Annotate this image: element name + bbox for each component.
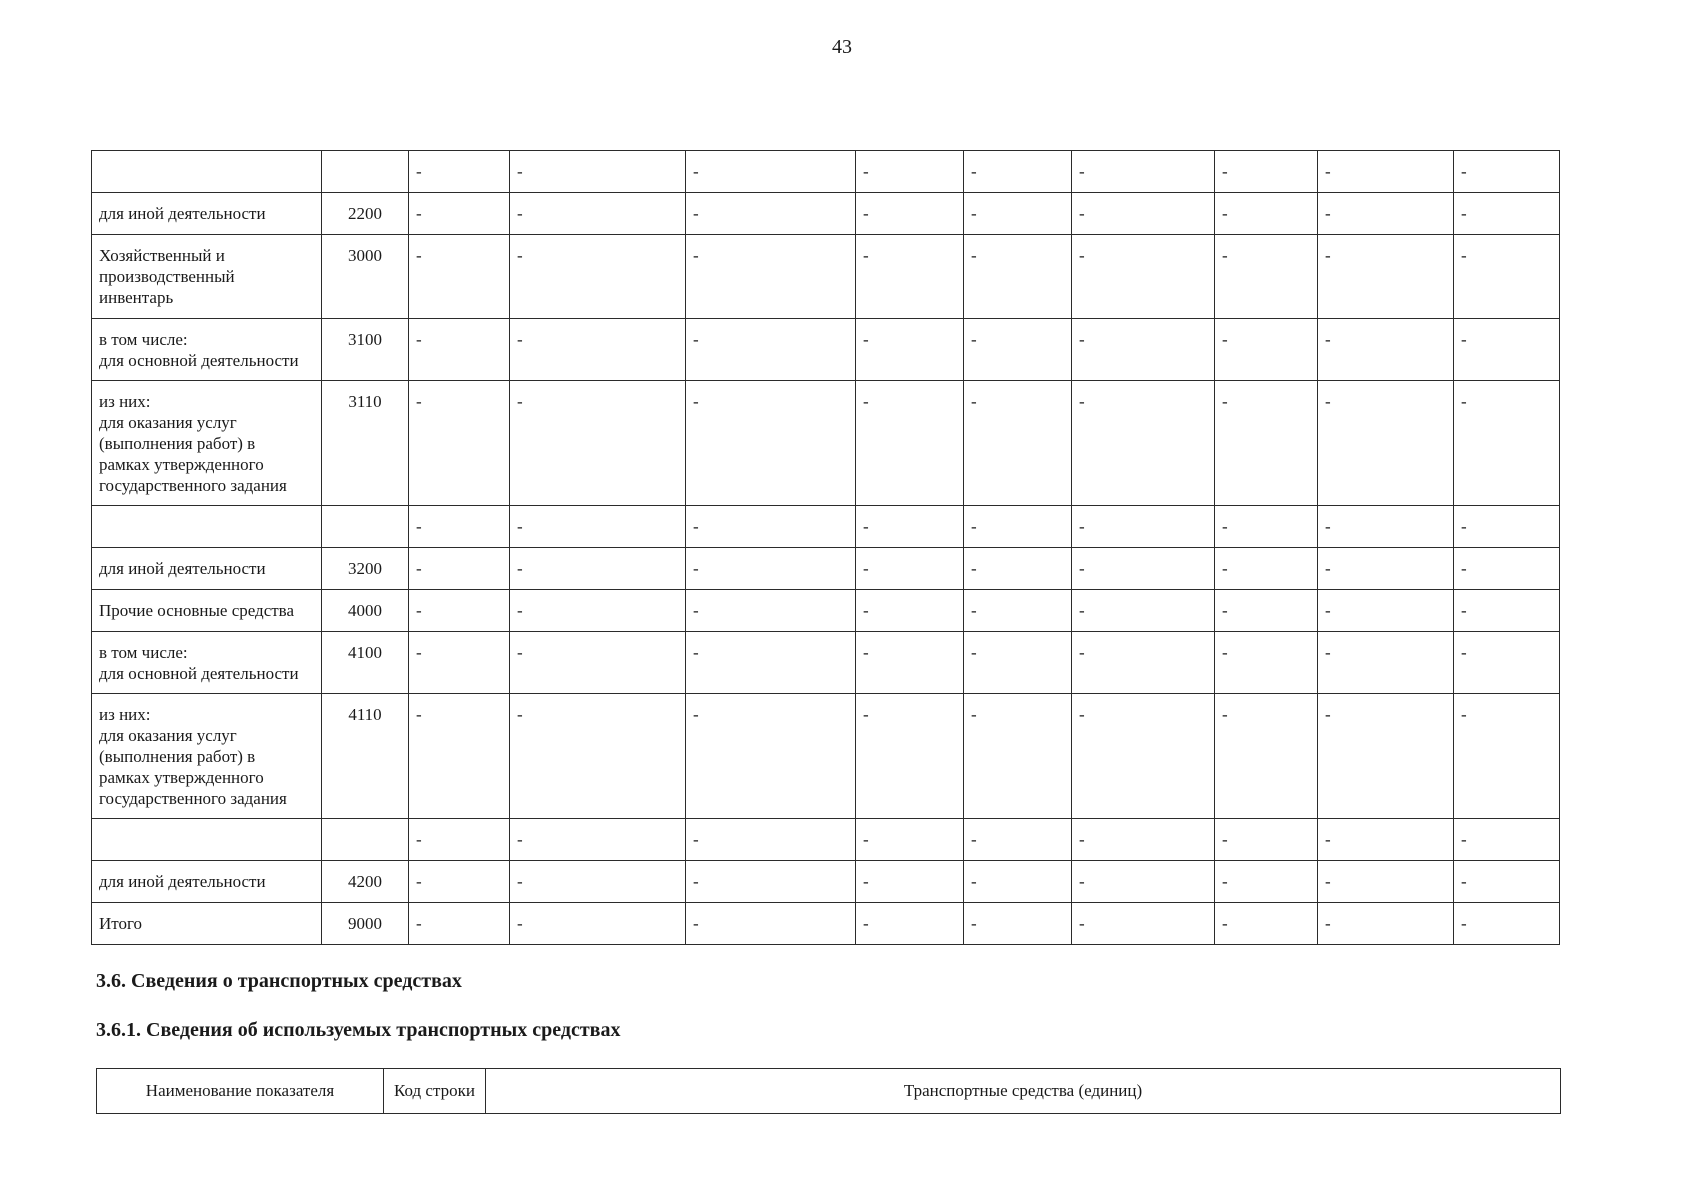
table-row (92, 506, 1560, 548)
value-cell: - (856, 819, 964, 861)
value-cell: - (856, 506, 964, 548)
value-cell: - (964, 632, 1072, 694)
value-cell: - (409, 193, 510, 235)
value-cell: - (409, 632, 510, 694)
value-cell: - (510, 548, 686, 590)
value-cell: - (686, 632, 856, 694)
value-cell: - (1318, 319, 1454, 381)
value-cell: - (1454, 548, 1560, 590)
value-cell: - (1072, 548, 1215, 590)
value-cell: - (409, 590, 510, 632)
row-indicator-name (92, 861, 322, 903)
value-cell: - (686, 235, 856, 319)
row-indicator-name (92, 590, 322, 632)
indicator-name-line: Прочие основные средства (99, 601, 295, 620)
row-indicator-name (92, 319, 322, 381)
value-cell: - (1454, 590, 1560, 632)
value-cell: - (409, 506, 510, 548)
value-cell: - (1215, 235, 1318, 319)
value-cell: - (1318, 506, 1454, 548)
indicator-name-line: (выполнения работ) в (99, 434, 256, 453)
value-cell: - (686, 861, 856, 903)
table-row (92, 694, 1560, 819)
table-row (92, 548, 1560, 590)
row-code (322, 819, 409, 861)
value-cell: - (686, 548, 856, 590)
indicator-name-line: для основной деятельности (99, 351, 299, 370)
value-cell: - (856, 193, 964, 235)
value-cell: - (856, 319, 964, 381)
table-row (92, 819, 1560, 861)
value-cell: - (686, 819, 856, 861)
value-cell: - (409, 381, 510, 506)
row-indicator-name (92, 193, 322, 235)
value-cell: - (1318, 548, 1454, 590)
value-cell: - (1072, 632, 1215, 694)
table-row (92, 590, 1560, 632)
value-cell: - (1215, 548, 1318, 590)
value-cell: - (856, 381, 964, 506)
value-cell: - (1318, 819, 1454, 861)
value-cell: - (964, 903, 1072, 945)
section-heading: 3.6. Сведения о транспортных средствах (96, 970, 462, 992)
row-indicator-name (92, 632, 322, 694)
transport-header-row (97, 1069, 1561, 1114)
indicator-name-line: для оказания услуг (99, 726, 237, 745)
value-cell: - (1454, 694, 1560, 819)
value-cell: - (1215, 694, 1318, 819)
table-row (92, 861, 1560, 903)
indicator-name-line: в том числе: (99, 643, 188, 662)
value-cell: - (409, 548, 510, 590)
value-cell: - (1454, 151, 1560, 193)
row-code: 2200 (322, 193, 409, 235)
value-cell: - (1454, 903, 1560, 945)
value-cell: - (964, 590, 1072, 632)
value-cell: - (1454, 861, 1560, 903)
value-cell: - (856, 548, 964, 590)
row-indicator-name (92, 506, 322, 548)
value-cell: - (510, 193, 686, 235)
indicator-name-line: государственного задания (99, 789, 287, 808)
value-cell: - (510, 632, 686, 694)
value-cell: - (510, 861, 686, 903)
value-cell: - (964, 548, 1072, 590)
value-cell: - (686, 903, 856, 945)
value-cell: - (1072, 694, 1215, 819)
row-code (322, 506, 409, 548)
row-indicator-name (92, 548, 322, 590)
row-code: 3100 (322, 319, 409, 381)
value-cell: - (686, 506, 856, 548)
indicator-name-line: для иной деятельности (99, 204, 266, 223)
table-row (92, 193, 1560, 235)
value-cell: - (510, 590, 686, 632)
header-vehicles: Транспортные средства (единиц) (486, 1069, 1561, 1114)
value-cell: - (1215, 819, 1318, 861)
value-cell: - (964, 506, 1072, 548)
value-cell: - (1318, 193, 1454, 235)
value-cell: - (964, 151, 1072, 193)
value-cell: - (1072, 235, 1215, 319)
row-code: 4200 (322, 861, 409, 903)
value-cell: - (1072, 151, 1215, 193)
table-row (92, 381, 1560, 506)
value-cell: - (510, 151, 686, 193)
value-cell: - (409, 151, 510, 193)
value-cell: - (964, 235, 1072, 319)
value-cell: - (1072, 193, 1215, 235)
indicator-name-line: инвентарь (99, 288, 174, 307)
value-cell: - (1072, 319, 1215, 381)
indicator-name-line: рамках утвержденного (99, 768, 264, 787)
value-cell: - (964, 819, 1072, 861)
value-cell: - (686, 590, 856, 632)
indicator-name-line: для оказания услуг (99, 413, 237, 432)
value-cell: - (1072, 381, 1215, 506)
row-code: 3200 (322, 548, 409, 590)
indicator-name-line: для иной деятельности (99, 872, 266, 891)
value-cell: - (1072, 819, 1215, 861)
value-cell: - (510, 903, 686, 945)
indicator-name-line: для основной деятельности (99, 664, 299, 683)
indicator-name-line: для иной деятельности (99, 559, 266, 578)
value-cell: - (1318, 694, 1454, 819)
value-cell: - (510, 694, 686, 819)
value-cell: - (856, 861, 964, 903)
indicator-name-line: Итого (99, 914, 143, 933)
value-cell: - (409, 694, 510, 819)
value-cell: - (856, 235, 964, 319)
value-cell: - (1215, 506, 1318, 548)
value-cell: - (686, 319, 856, 381)
indicator-name-line: (выполнения работ) в (99, 747, 256, 766)
subsection-heading: 3.6.1. Сведения об используемых транспортных средствах (96, 1019, 621, 1041)
indicator-name-line: из них: (99, 392, 151, 411)
row-indicator-name (92, 694, 322, 819)
value-cell: - (1454, 506, 1560, 548)
indicator-name-line: Хозяйственный и (99, 246, 225, 265)
header-indicator-name: Наименование показателя (97, 1069, 384, 1114)
value-cell: - (964, 381, 1072, 506)
value-cell: - (686, 381, 856, 506)
value-cell: - (1454, 381, 1560, 506)
row-code: 4110 (322, 694, 409, 819)
indicator-name-line: государственного задания (99, 476, 287, 495)
value-cell: - (409, 235, 510, 319)
indicator-name-line: в том числе: (99, 330, 188, 349)
table-row (92, 151, 1560, 193)
table-row (92, 632, 1560, 694)
row-code: 9000 (322, 903, 409, 945)
fixed-assets-table (91, 150, 1560, 945)
value-cell: - (1454, 632, 1560, 694)
row-code: 4000 (322, 590, 409, 632)
value-cell: - (1072, 590, 1215, 632)
table-row (92, 903, 1560, 945)
row-indicator-name (92, 151, 322, 193)
row-indicator-name (92, 903, 322, 945)
value-cell: - (409, 861, 510, 903)
table-row (92, 319, 1560, 381)
page-number: 43 (832, 36, 852, 58)
header-row-code: Код строки (384, 1069, 486, 1114)
value-cell: - (1215, 381, 1318, 506)
value-cell: - (1215, 590, 1318, 632)
value-cell: - (1215, 193, 1318, 235)
value-cell: - (1215, 903, 1318, 945)
value-cell: - (856, 903, 964, 945)
table-row (92, 235, 1560, 319)
value-cell: - (1072, 861, 1215, 903)
value-cell: - (409, 903, 510, 945)
value-cell: - (686, 694, 856, 819)
value-cell: - (1215, 151, 1318, 193)
transport-table (96, 1068, 1561, 1114)
row-indicator-name (92, 381, 322, 506)
value-cell: - (409, 819, 510, 861)
indicator-name-line: производственный (99, 267, 235, 286)
indicator-name-line: рамках утвержденного (99, 455, 264, 474)
value-cell: - (1318, 151, 1454, 193)
value-cell: - (510, 235, 686, 319)
value-cell: - (1318, 381, 1454, 506)
value-cell: - (964, 319, 1072, 381)
row-code: 3000 (322, 235, 409, 319)
value-cell: - (1072, 903, 1215, 945)
value-cell: - (1454, 319, 1560, 381)
value-cell: - (510, 319, 686, 381)
row-indicator-name (92, 819, 322, 861)
row-code (322, 151, 409, 193)
value-cell: - (1215, 861, 1318, 903)
value-cell: - (510, 381, 686, 506)
value-cell: - (1454, 819, 1560, 861)
value-cell: - (686, 193, 856, 235)
value-cell: - (964, 694, 1072, 819)
value-cell: - (409, 319, 510, 381)
value-cell: - (1215, 319, 1318, 381)
value-cell: - (1215, 632, 1318, 694)
value-cell: - (1318, 235, 1454, 319)
value-cell: - (686, 151, 856, 193)
value-cell: - (1318, 861, 1454, 903)
value-cell: - (510, 819, 686, 861)
value-cell: - (510, 506, 686, 548)
value-cell: - (1318, 903, 1454, 945)
value-cell: - (964, 193, 1072, 235)
value-cell: - (856, 694, 964, 819)
value-cell: - (1072, 506, 1215, 548)
row-code: 3110 (322, 381, 409, 506)
value-cell: - (856, 632, 964, 694)
row-code: 4100 (322, 632, 409, 694)
value-cell: - (856, 590, 964, 632)
value-cell: - (1318, 590, 1454, 632)
value-cell: - (964, 861, 1072, 903)
indicator-name-line: из них: (99, 705, 151, 724)
value-cell: - (1454, 235, 1560, 319)
value-cell: - (1318, 632, 1454, 694)
value-cell: - (1454, 193, 1560, 235)
row-indicator-name (92, 235, 322, 319)
value-cell: - (856, 151, 964, 193)
